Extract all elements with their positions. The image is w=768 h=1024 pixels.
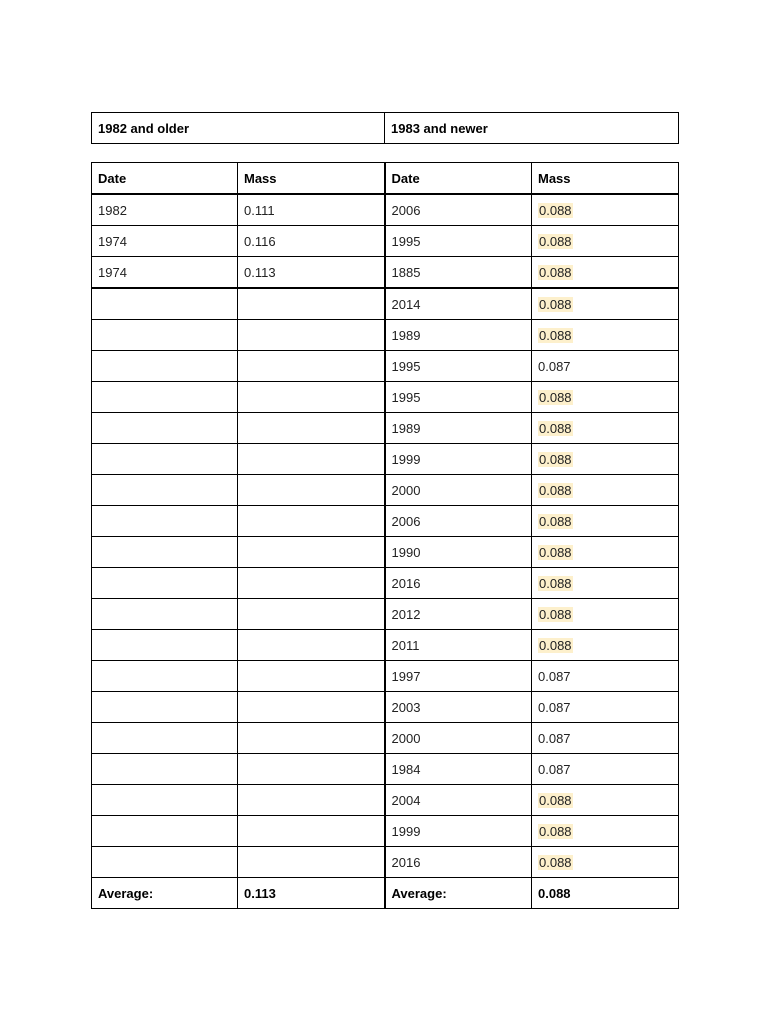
- older-mass-cell: [238, 506, 385, 537]
- newer-mass-cell: [532, 630, 679, 661]
- highlighted-mass-value: 0.088: [539, 482, 572, 498]
- newer-date-cell: 2006: [385, 506, 532, 537]
- table-row: [92, 475, 679, 506]
- older-date-cell: [92, 475, 238, 506]
- table-row: [92, 382, 679, 413]
- table-row: [92, 816, 679, 847]
- highlighted-mass-value: 0.088: [539, 637, 572, 653]
- older-date-cell: [92, 413, 238, 444]
- highlighted-mass-value: 0.088: [539, 389, 572, 405]
- table-row: [92, 754, 679, 785]
- older-mass-cell: [238, 351, 385, 382]
- older-date-cell: [92, 288, 238, 320]
- newer-mass-cell: [532, 816, 679, 847]
- older-mass-cell: [238, 754, 385, 785]
- table-row: [92, 351, 679, 382]
- older-mass-cell: [238, 568, 385, 599]
- highlighted-mass-value: 0.088: [539, 823, 572, 839]
- average-value-newer: 0.088: [532, 878, 679, 909]
- table-row: [92, 537, 679, 568]
- older-mass-cell: [238, 599, 385, 630]
- older-date-cell: [92, 630, 238, 661]
- newer-mass-cell: 0.087: [532, 723, 679, 754]
- newer-date-cell: 1995: [385, 382, 532, 413]
- group-header-row: [92, 113, 679, 144]
- older-date-cell: [92, 816, 238, 847]
- older-date-cell: [92, 444, 238, 475]
- older-mass-cell: [238, 475, 385, 506]
- newer-date-cell: 1984: [385, 754, 532, 785]
- older-date-cell: [92, 661, 238, 692]
- group-header-table: [91, 112, 679, 144]
- newer-date-cell: 2011: [385, 630, 532, 661]
- older-date-cell: 1982: [92, 194, 238, 226]
- newer-mass-cell: [532, 288, 679, 320]
- table-row: [92, 568, 679, 599]
- table-row: [92, 723, 679, 754]
- newer-mass-cell: [532, 257, 679, 289]
- column-header-date-newer: Date: [385, 163, 532, 195]
- newer-date-cell: 2006: [385, 194, 532, 226]
- table-row: [92, 692, 679, 723]
- older-date-cell: [92, 847, 238, 878]
- newer-mass-cell: [532, 506, 679, 537]
- table-row: [92, 661, 679, 692]
- newer-mass-cell: 0.087: [532, 692, 679, 723]
- older-date-cell: [92, 320, 238, 351]
- older-mass-cell: [238, 288, 385, 320]
- older-mass-cell: [238, 444, 385, 475]
- highlighted-mass-value: 0.088: [539, 451, 572, 467]
- newer-date-cell: 2012: [385, 599, 532, 630]
- newer-date-cell: 2000: [385, 475, 532, 506]
- older-mass-cell: [238, 630, 385, 661]
- older-date-cell: [92, 568, 238, 599]
- highlighted-mass-value: 0.088: [539, 792, 572, 808]
- table-row: [92, 320, 679, 351]
- older-mass-cell: [238, 382, 385, 413]
- table-row: [92, 226, 679, 257]
- column-header-mass-older: Mass: [238, 163, 385, 195]
- older-mass-cell: [238, 413, 385, 444]
- table-row: [92, 599, 679, 630]
- older-mass-cell: [238, 692, 385, 723]
- newer-date-cell: 2004: [385, 785, 532, 816]
- average-label-older: Average:: [92, 878, 238, 909]
- older-mass-cell: 0.113: [238, 257, 385, 289]
- older-date-cell: [92, 754, 238, 785]
- older-date-cell: 1974: [92, 226, 238, 257]
- newer-date-cell: 2003: [385, 692, 532, 723]
- highlighted-mass-value: 0.088: [539, 264, 572, 280]
- table-row: [92, 257, 679, 289]
- highlighted-mass-value: 0.088: [539, 575, 572, 591]
- table-row: [92, 194, 679, 226]
- older-mass-cell: [238, 847, 385, 878]
- newer-mass-cell: [532, 194, 679, 226]
- newer-date-cell: 2016: [385, 568, 532, 599]
- newer-mass-cell: [532, 444, 679, 475]
- mass-data-table: [91, 162, 679, 909]
- newer-mass-cell: [532, 475, 679, 506]
- table-row: [92, 630, 679, 661]
- newer-mass-cell: [532, 413, 679, 444]
- newer-date-cell: 1989: [385, 320, 532, 351]
- older-date-cell: [92, 599, 238, 630]
- table-row: [92, 506, 679, 537]
- older-mass-cell: [238, 816, 385, 847]
- newer-mass-cell: [532, 320, 679, 351]
- highlighted-mass-value: 0.088: [539, 854, 572, 870]
- newer-date-cell: 1989: [385, 413, 532, 444]
- column-header-date-older: Date: [92, 163, 238, 195]
- older-mass-cell: [238, 537, 385, 568]
- older-date-cell: [92, 506, 238, 537]
- table-row: [92, 413, 679, 444]
- newer-date-cell: 2000: [385, 723, 532, 754]
- highlighted-mass-value: 0.088: [539, 606, 572, 622]
- highlighted-mass-value: 0.088: [539, 513, 572, 529]
- older-mass-cell: [238, 661, 385, 692]
- newer-date-cell: 2016: [385, 847, 532, 878]
- newer-date-cell: 1885: [385, 257, 532, 289]
- older-date-cell: [92, 351, 238, 382]
- table-row: [92, 785, 679, 816]
- older-mass-cell: 0.116: [238, 226, 385, 257]
- highlighted-mass-value: 0.088: [539, 544, 572, 560]
- newer-mass-cell: 0.087: [532, 351, 679, 382]
- newer-date-cell: 1995: [385, 351, 532, 382]
- newer-date-cell: 1997: [385, 661, 532, 692]
- older-date-cell: [92, 692, 238, 723]
- newer-mass-cell: [532, 568, 679, 599]
- newer-mass-cell: 0.087: [532, 661, 679, 692]
- newer-date-cell: 1999: [385, 444, 532, 475]
- older-date-cell: [92, 785, 238, 816]
- newer-date-cell: 1990: [385, 537, 532, 568]
- newer-date-cell: 1995: [385, 226, 532, 257]
- average-value-older: 0.113: [238, 878, 385, 909]
- newer-mass-cell: [532, 847, 679, 878]
- newer-mass-cell: [532, 382, 679, 413]
- table-row: [92, 847, 679, 878]
- highlighted-mass-value: 0.088: [539, 327, 572, 343]
- older-date-cell: [92, 537, 238, 568]
- column-header-row: [92, 163, 679, 195]
- group-header-older: 1982 and older: [92, 113, 385, 144]
- average-label-newer: Average:: [385, 878, 532, 909]
- table-row: [92, 444, 679, 475]
- older-mass-cell: [238, 785, 385, 816]
- older-date-cell: [92, 723, 238, 754]
- newer-mass-cell: [532, 226, 679, 257]
- newer-date-cell: 2014: [385, 288, 532, 320]
- older-mass-cell: [238, 723, 385, 754]
- column-header-mass-newer: Mass: [532, 163, 679, 195]
- newer-mass-cell: 0.087: [532, 754, 679, 785]
- highlighted-mass-value: 0.088: [539, 233, 572, 249]
- older-date-cell: [92, 382, 238, 413]
- newer-date-cell: 1999: [385, 816, 532, 847]
- newer-mass-cell: [532, 537, 679, 568]
- highlighted-mass-value: 0.088: [539, 296, 572, 312]
- average-row: [92, 878, 679, 909]
- older-mass-cell: [238, 320, 385, 351]
- table-row: [92, 288, 679, 320]
- highlighted-mass-value: 0.088: [539, 420, 572, 436]
- older-mass-cell: 0.111: [238, 194, 385, 226]
- newer-mass-cell: [532, 785, 679, 816]
- highlighted-mass-value: 0.088: [539, 202, 572, 218]
- group-header-newer: 1983 and newer: [385, 113, 679, 144]
- older-date-cell: 1974: [92, 257, 238, 289]
- newer-mass-cell: [532, 599, 679, 630]
